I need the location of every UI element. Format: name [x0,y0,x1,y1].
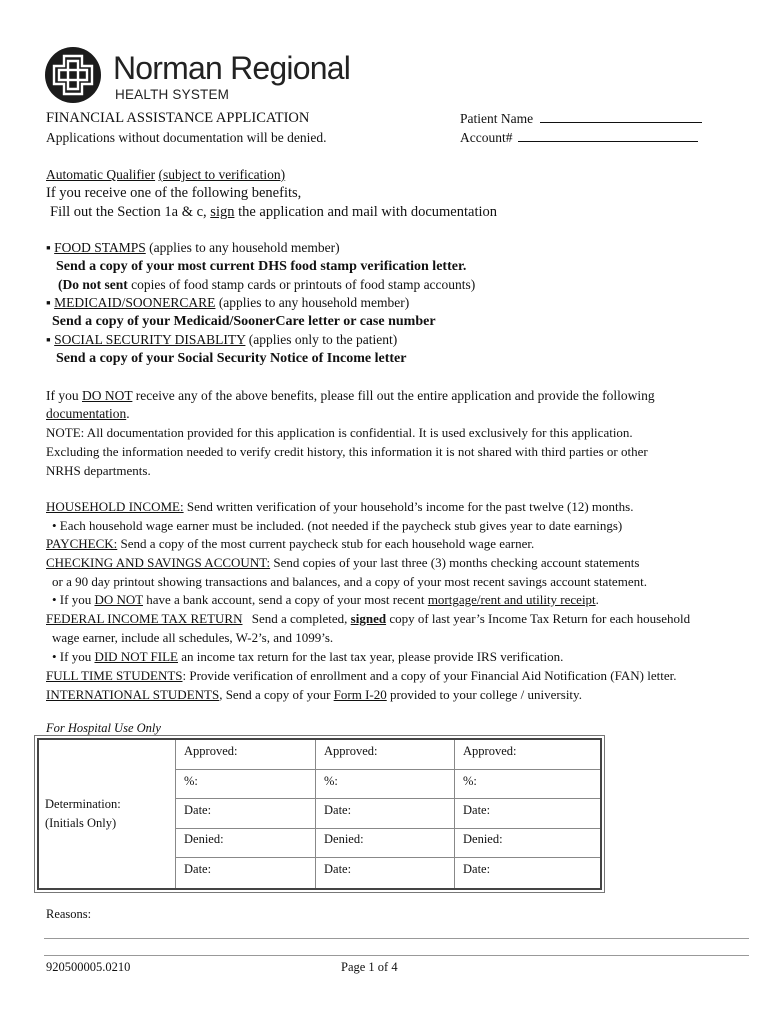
students-item [46,667,677,685]
bullet-icon: ▪ [46,240,51,255]
col3-approved[interactable]: Approved: [463,744,517,758]
checking-bullet-mid: have a bank account, send a copy of your most recent [146,592,425,607]
col3-date[interactable]: Date: [463,803,491,817]
social-security-title: SOCIAL SECURITY DISABLITY [54,332,246,347]
paycheck-title: PAYCHECK: [46,536,118,551]
account-blank[interactable] [518,129,698,142]
reasons-line-1[interactable] [44,938,749,939]
account-field[interactable] [460,129,698,147]
checking-title: CHECKING AND SAVINGS ACCOUNT: [46,555,271,570]
bullet-icon: ▪ [46,295,51,310]
notice-end-line [46,405,130,423]
household-income-bullet: • Each household wage earner must be included. (not needed if the paycheck stub gives year to date earnings) [52,518,623,533]
checking-bullet-receipt: mortgage/rent and utility receipt [427,592,596,607]
col3-denied[interactable]: Denied: [463,832,503,846]
tax-text-pre: Send a completed, [251,611,348,626]
international-item [46,686,582,704]
tax-text2: wage earner, include all schedules, W-2’s, and 1099’s. [52,630,334,645]
household-income-item [46,498,633,516]
international-text-post: provided to your college / university. [390,687,582,702]
logo-name: Norman Regional [113,50,351,86]
social-security-item [46,331,397,349]
tax-bullet [52,648,563,666]
checking-text2: or a 90 day printout showing transactions and balances, and a copy of your most recent savings account statement. [52,574,647,589]
col3-percent[interactable]: %: [463,774,477,788]
tax-text-post: copy of last year’s Income Tax Return for each household [389,611,691,626]
hospital-use-table [37,738,602,890]
no-benefits-notice [46,387,655,405]
tax-return-title: FEDERAL INCOME TAX RETURN [46,611,243,626]
patient-name-blank[interactable] [540,110,702,123]
tax-bullet-pre: • If you [52,649,92,664]
bullet-icon: ▪ [46,332,51,347]
household-income-text: Send written verification of your household’s income for the past twelve (12) months. [186,499,634,514]
col2-approved[interactable]: Approved: [324,744,378,758]
qualifier-line2-pre: Fill out the Section 1a & c, [50,204,207,220]
students-title: FULL TIME STUDENTS [46,668,183,683]
food-stamps-title: FOOD STAMPS [54,240,146,255]
reasons-line-2[interactable] [44,955,749,956]
form-title: FINANCIAL ASSISTANCE APPLICATION [46,110,310,126]
qualifier-sign: sign [210,204,235,220]
determination-label: Determination: [45,797,121,811]
col2-date[interactable]: Date: [324,803,352,817]
page-number: Page 1 of 4 [341,960,398,974]
notice-pre: If you [46,388,79,403]
medicaid-note: (applies to any household member) [218,295,410,310]
medicaid-send: Send a copy of your Medicaid/SoonerCare letter or case number [52,314,436,329]
qualifier-title: Automatic Qualifier [46,167,156,182]
note-line1: NOTE: All documentation provided for this application is confidential. It is used exclusively for this application. [46,425,633,440]
international-title: INTERNATIONAL STUDENTS [46,687,220,702]
col1-date[interactable]: Date: [184,803,212,817]
international-form: Form I-20 [333,687,387,702]
household-income-title: HOUSEHOLD INCOME: [46,499,184,514]
international-text-pre: , Send a copy of your [219,687,331,702]
students-text: : Provide verification of enrollment and a copy of your Financial Aid Notification (FAN) letter. [182,668,677,683]
qualifier-line2 [50,203,497,221]
checking-item [46,554,639,572]
checking-text: Send copies of your last three (3) months checking account statements [273,555,640,570]
note-line2: Excluding the information needed to verify credit history, this information it is not shared with third parties or other [46,444,648,459]
checking-bullet [52,591,599,609]
notice-post: receive any of the above benefits, please fill out the entire application and provide the following [135,388,655,403]
social-security-send: Send a copy of your Social Security Notice of Income letter [56,351,407,366]
tax-signed: signed [350,611,387,626]
food-stamps-dont [58,276,475,294]
col2-denied[interactable]: Denied: [324,832,364,846]
paycheck-text: Send a copy of the most current paycheck stub for each household wage earner. [120,536,535,551]
qualifier-note: (subject to verification) [158,167,286,182]
food-stamps-dont-rest: copies of food stamp cards or printouts of food stamp accounts) [131,277,476,292]
patient-name-field[interactable] [460,110,702,128]
qualifier-heading [46,166,285,184]
col1-approved[interactable]: Approved: [184,744,238,758]
notice-documentation: documentation [46,406,127,421]
account-label: Account# [460,130,513,145]
col2-date2[interactable]: Date: [324,862,352,876]
note-line3: NRHS departments. [46,463,151,478]
reasons-label: Reasons: [46,907,92,921]
food-stamps-item [46,239,340,257]
documentation-warning: Applications without documentation will be denied. [46,130,327,145]
col2-percent[interactable]: %: [324,774,338,788]
medicaid-item [46,294,409,312]
form-number: 920500005.0210 [46,960,131,974]
checking-bullet-end: . [595,592,599,607]
tax-bullet-post: an income tax return for the last tax year, please provide IRS verification. [181,649,564,664]
tax-return-item [46,610,690,628]
checking-bullet-pre: • If you [52,592,92,607]
food-stamps-dont-bold: (Do not sent [58,277,128,292]
qualifier-line1: If you receive one of the following benefits, [46,185,302,201]
col1-percent[interactable]: %: [184,774,198,788]
social-security-note: (applies only to the patient) [248,332,398,347]
tax-bullet-did-not-file: DID NOT FILE [94,649,178,664]
notice-do-not: DO NOT [82,388,133,403]
food-stamps-send: Send a copy of your most current DHS food stamp verification letter. [56,259,467,274]
checking-bullet-do-not: DO NOT [94,592,143,607]
logo-subtitle: HEALTH SYSTEM [115,87,230,102]
interlocking-cross-logo-icon [44,46,102,104]
patient-name-label: Patient Name [460,111,534,126]
initials-label: (Initials Only) [45,816,117,830]
medicaid-title: MEDICAID/SOONERCARE [54,295,216,310]
hospital-use-caption: For Hospital Use Only [46,721,161,735]
col3-date2[interactable]: Date: [463,862,491,876]
paycheck-item [46,535,534,553]
notice-period: . [126,406,130,421]
col1-date2[interactable]: Date: [184,862,212,876]
food-stamps-note: (applies to any household member) [149,240,340,255]
col1-denied[interactable]: Denied: [184,832,224,846]
qualifier-line2-post: the application and mail with documentation [238,204,498,220]
